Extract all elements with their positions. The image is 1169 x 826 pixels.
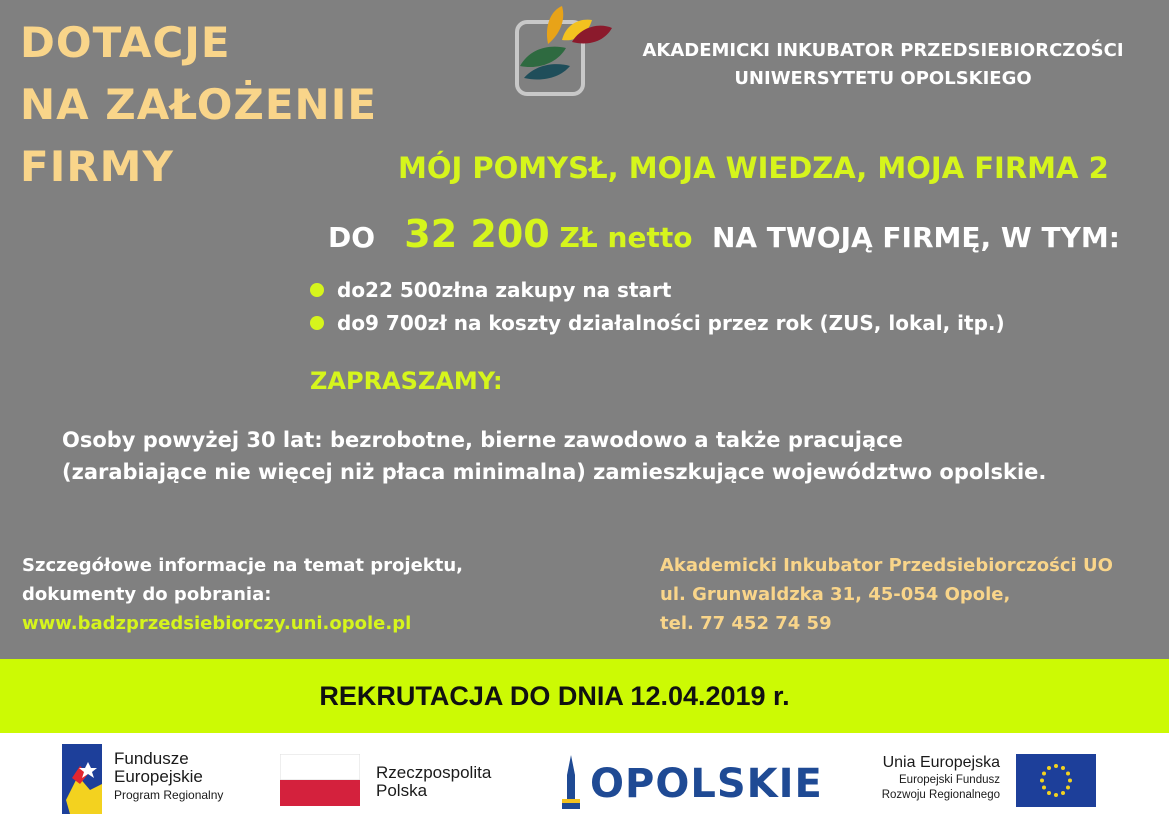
list-item (310, 307, 1005, 340)
amount-value: 32 200 (404, 212, 550, 256)
target-group-text (62, 424, 1162, 488)
bullet-text: do9 700zł na koszty działalności przez rok (ZUS, lokal, itp.) (337, 311, 1005, 335)
amount-unit: ZŁ netto (559, 221, 693, 254)
grant-breakdown-list (310, 274, 1005, 340)
recruitment-banner (0, 659, 1169, 733)
amount-prefix: DO (328, 221, 376, 254)
incubator-leaf-logo (514, 4, 614, 100)
organization-name (614, 37, 1152, 93)
rp-line-1: Rzeczpospolita (376, 763, 492, 782)
info-block (22, 551, 463, 638)
org-line-2: UNIWERSYTETU OPOLSKIEGO (734, 68, 1032, 89)
bullet-dot-icon (310, 283, 324, 297)
list-item (310, 274, 1005, 307)
headline-line-2: NA ZAŁOŻENIE (20, 80, 378, 129)
eu-line-3: Rozwoju Regionalnego (881, 789, 1000, 801)
footer-logos (0, 733, 1169, 826)
rzeczpospolita-text (376, 764, 491, 800)
project-title: MÓJ POMYSŁ, MOJA WIEDZA, MOJA FIRMA 2 (398, 151, 1109, 185)
contact-line-2: ul. Grunwaldzka 31, 45-054 Opole, (660, 584, 1011, 605)
bullet-text: do22 500złna zakupy na start (337, 278, 672, 302)
org-line-1: AKADEMICKI INKUBATOR PRZEDSIEBIORCZOŚCI (642, 40, 1124, 61)
headline-line-1: DOTACJE (20, 18, 231, 67)
invite-heading: ZAPRASZAMY: (310, 367, 503, 395)
grant-amount-line (328, 212, 1120, 256)
fe-line-2: Europejskie (114, 767, 203, 786)
contact-line-3: tel. 77 452 74 59 (660, 613, 832, 634)
rp-line-2: Polska (376, 781, 428, 800)
contact-block (660, 551, 1113, 638)
target-line-1: Osoby powyżej 30 lat: bezrobotne, bierne zawodowo a także pracujące (62, 428, 903, 452)
eu-line-2: Europejski Fundusz (899, 774, 1000, 786)
recruitment-deadline-text: REKRUTACJA DO DNIA 12.04.2019 r. (319, 680, 790, 711)
opolskie-logo-text: OPOLSKIE (590, 761, 823, 807)
fundusze-europejskie-logo-icon (62, 744, 102, 814)
opolskie-tower-icon (562, 755, 580, 809)
fundusze-europejskie-text (114, 750, 223, 804)
headline-line-3: FIRMY (20, 142, 174, 191)
headline (20, 12, 377, 198)
polish-flag-icon (280, 754, 360, 806)
project-website-link[interactable]: www.badzprzedsiebiorczy.uni.opole.pl (22, 613, 412, 634)
bullet-dot-icon (310, 316, 324, 330)
target-line-2: (zarabiające nie więcej niż płaca minimalna) zamieszkujące województwo opolskie. (62, 460, 1047, 484)
info-line-2: dokumenty do pobrania: (22, 584, 272, 605)
eu-text (850, 753, 1000, 803)
amount-suffix: NA TWOJĄ FIRMĘ, W TYM: (711, 221, 1120, 254)
eu-flag-icon (1016, 754, 1096, 807)
eu-line-1: Unia Europejska (882, 754, 1000, 771)
fe-line-3: Program Regionalny (114, 788, 224, 802)
contact-line-1: Akademicki Inkubator Przedsiebiorczości UO (660, 555, 1113, 576)
fe-line-1: Fundusze (114, 749, 189, 768)
info-line-1: Szczegółowe informacje na temat projektu, (22, 555, 464, 576)
